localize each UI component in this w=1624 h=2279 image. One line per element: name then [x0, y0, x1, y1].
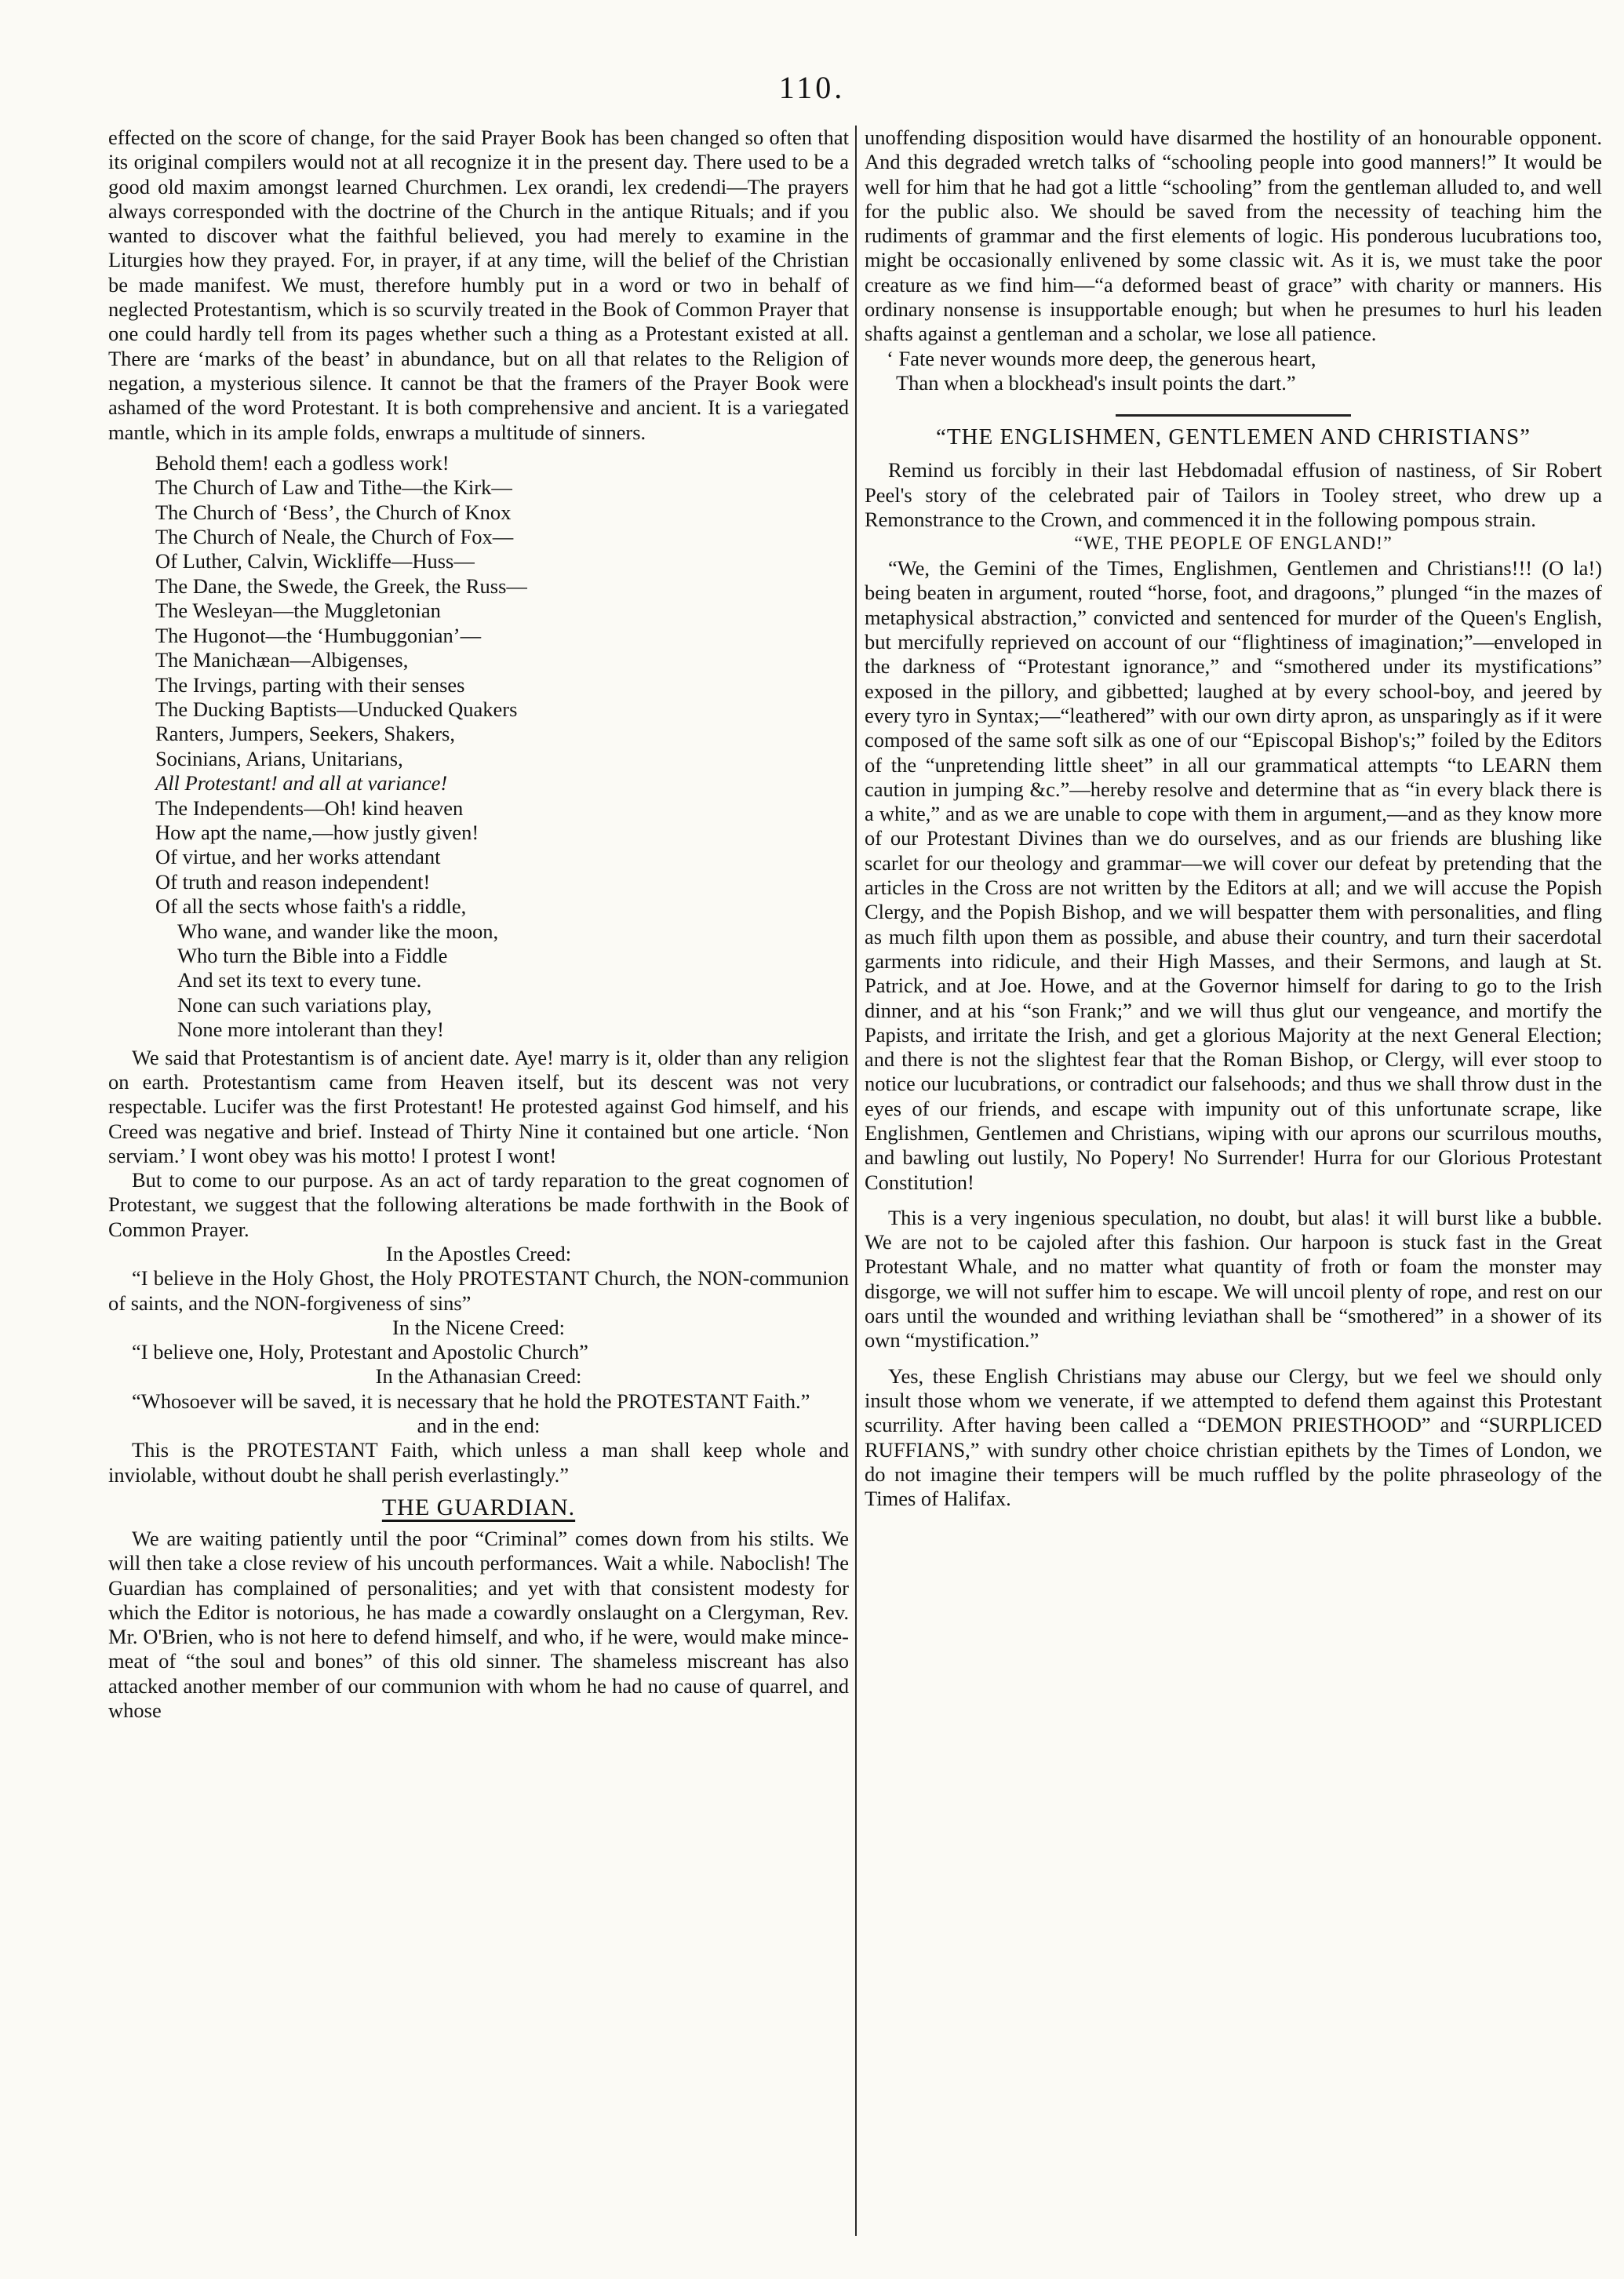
spacer: [865, 1353, 1602, 1364]
verse-line: The Hugonot—the ‘Humbuggonian’—: [155, 623, 482, 647]
quote-line: ‘ Fate never wounds more deep, the generous heart,: [887, 346, 1316, 370]
verse-line: None more intolerant than they!: [177, 1018, 444, 1042]
verse-line: Of virtue, and her works attendant: [155, 845, 441, 869]
continued-paragraph: unoffending disposition would have disarmed the hostility of an honourable opponent. And this degraded wretch talks of “schooling people into good manners!” It would be well for him that he had got a little “schooling” from the gentleman alluded to, and well for the public also. We should be saved from the necessity of teaching him the rudiments of grammar and the first elements of logic. His ponderous lucubrations too, might be occasionally enlivened by some classic wit. As it is, we must take the poor creature as we find him—“a deformed beast of grace” with charity or manners. His ordinary nonsense is insupportable enough; but when he presumes to hurl his leaden shafts against a gentleman and a scholar, we lose all patience.: [865, 126, 1602, 346]
right-column: [865, 126, 1602, 2244]
verse-poem: [155, 451, 849, 1043]
verse-line: Who wane, and wander like the moon,: [177, 919, 499, 943]
nicene-creed-text: “I believe one, Holy, Protestant and Apostolic Church”: [132, 1340, 588, 1364]
verse-line: Socinians, Arians, Unitarians,: [155, 746, 403, 770]
guardian-paragraph: We are waiting patiently until the poor “Criminal” comes down from his stilts. We will then take a close review of his uncouth performances. Wait a while. Naboclish! The Guardian has complained of personalities; and yet with that consistent modesty for which the Editor is notorious, he has made a cowardly onslaught on a Clergyman, Rev. Mr. O'Brien, who is not here to defend himself, and who, if he were, would make mince-meat of “the soul and bones” of this old sinner. The shameless miscreant has also attacked another member of our communion with whom he had no cause of quarrel, and whose: [108, 1526, 849, 1723]
verse-line: The Irvings, parting with their senses: [155, 672, 465, 697]
verse-line: Who turn the Bible into a Fiddle: [177, 943, 448, 967]
verse-line: And set its text to every tune.: [177, 968, 422, 992]
we-paragraph: “We, the Gemini of the Times, Englishmen, Gentlemen and Christians!!! (O la!) being beaten in argument, routed “horse, foot, and dragoons,” plunged “in the mazes of metaphysical abstraction,” convicted and sentenced for murder of the Queen's English, but mercifully reprieved on account of our “flightiness of imagination;”—enveloped in the darkness of “Protestant ignorance,” and “smothered under its mystifications” exposed in the pillory, and gibbetted; laughed at by every school-boy, and jeered by every tyro in Syntax;—“leathered” with our own dirty apron, as unsparingly as if it were composed of the same soft silk as one of our “Episcopal Bishop's;” foiled by the Editors of the “unpretending little sheet” in all our grammatical attempts “to LEARN them caution in jumping &c.”—hereby resolve and determine that as “in every black there is a white,” and as we are unable to cope with them in argument,—and as they know more of our Protestant Divines than we do ourselves, and as our friends are blushing like scarlet for our theology and grammar—we will cover our defeat by pretending that the articles in the Cross are not written by the Editors at all; and we will accuse the Popish Clergy, and the Popish Bishop, and we will bespatter them with personalities, and fling as much filth upon them as possible, and abuse their country, and turn their sacerdotal garments into ridicule, and their High Masses, and their Sermons, and laugh at St. Patrick, and at Joe. Howe, and at the Governor himself for daring to go to the Irish dinner, and at his “son Frank;” and we will thus glut our vengeance, and mortify the Papists, and irritate the Irish, and get a glorious Majority at the next General Election; and there is not the slightest fear that the Roman Bishop, or Clergy, will ever stoop to notice our lucubrations, or contradict our falsehoods; and thus we shall throw dust in the eyes of our friends, and escape with impunity out of this unfortunate scrape, like Englishmen, Gentlemen and Christians, wiping with our aprons our scurrilous mouths, and bawling out lustily, No Popery! No Surrender! Hurra for our Glorious Protestant Constitution!: [865, 556, 1602, 1194]
purpose-paragraph: But to come to our purpose. As an act of tardy reparation to the great cognomen of Protestant, we suggest that the following alterations be made forthwith in the Book of Common Prayer.: [108, 1168, 849, 1241]
verse-line: The Manichæan—Albigenses,: [155, 648, 409, 672]
verse-line: How apt the name,—how justly given!: [155, 820, 479, 844]
athanasian-creed-text: “Whosoever will be saved, it is necessary that he hold the PROTESTANT Faith.”: [132, 1389, 810, 1413]
apostles-creed-title: In the Apostles Creed:: [385, 1241, 572, 1265]
verse-line: The Wesleyan—the Muggletonian: [155, 599, 441, 623]
spacer: [865, 1195, 1602, 1206]
intro-paragraph: effected on the score of change, for the said Prayer Book has been changed so often that its original compilers would not at all recognize it in the present day. There used to be a good old maxim amongst learned Churchmen. Lex orandi, lex credendi—The prayers always corresponded with the doctrine of the Church in the antique Rituals; and if you wanted to discover what the faithful believed, you had merely to examine in the Liturgies how they prayed. For, in prayer, if at any time, will the belief of the Christian be made manifest. We must, therefore humbly put in a word or two in behalf of neglected Protestantism, which is so scurvily treated in the Book of Common Prayer that one could hardly tell from its pages whether such a thing as a Protestant existed at all. There are ‘marks of the beast’ in abundance, but on all that relates to the Religion of negation, a mysterious silence. It cannot be that the framers of the Prayer Book were ashamed of the word Protestant. It is both comprehensive and ancient. It is a variegated mantle, which in its ample folds, enwraps a multitude of sinners.: [108, 126, 849, 444]
englishmen-heading: “THE ENGLISHMEN, GENTLEMEN AND CHRISTIANS”: [935, 424, 1531, 450]
quote-line: Than when a blockhead's insult points the dart.”: [896, 370, 1296, 395]
column-rule: [855, 126, 857, 2236]
verse-line: All Protestant! and all at variance!: [155, 771, 448, 795]
page-number: 110.: [778, 70, 846, 105]
left-column: [108, 126, 849, 2244]
verse-line: Of all the sects whose faith's a riddle,: [155, 894, 467, 919]
athanasian-creed-title: In the Athanasian Creed:: [375, 1364, 582, 1389]
verse-line: None can such variations play,: [177, 992, 432, 1017]
end-title: and in the end:: [417, 1414, 541, 1438]
verse-line: Behold them! each a godless work!: [155, 450, 450, 475]
bubble-paragraph: This is a very ingenious speculation, no doubt, but alas! it will burst like a bubble. We are not to be cajoled after this fashion. Our harpoon is stuck fast in the Great Protestant Whale, and no matter what quantity of froth or foam the monster may disgorge, we will not suffer him to escape. We will uncoil plenty of rope, and rest on our oars until the wounded and writhing leviathan shall be “smothered” in a shower of its own “mystification.”: [865, 1205, 1602, 1352]
verse-line: The Ducking Baptists—Unducked Quakers: [155, 697, 518, 721]
yes-paragraph: Yes, these English Christians may abuse our Clergy, but we feel we should only insult those whom we venerate, if we attempted to defend them against this Protestant scurrility. After having been called a “DEMON PRIESTHOOD” and “SURPLICED RUFFIANS,” with sundry other choice christian epithets by the Times of London, we do not imagine their tempers will be much ruffled by the polite phraseology of the Times of Halifax.: [865, 1363, 1602, 1511]
verse-line: The Church of Neale, the Church of Fox—: [155, 525, 514, 549]
verse-line: The Church of ‘Bess’, the Church of Knox: [155, 500, 512, 524]
guardian-heading: THE GUARDIAN.: [381, 1494, 576, 1520]
ancient-paragraph: We said that Protestantism is of ancient date. Aye! marry is it, older than any religion on earth. Protestantism came from Heaven itself, but its descent was not very respectable. Lucifer was the first Protestant! He protested against God himself, and his Creed was negative and brief. Instead of Thirty Nine it contained but one article. ‘Non serviam.’ I wont obey was his motto! I protest I wont!: [108, 1045, 849, 1167]
verse-line: The Church of Law and Tithe—the Kirk—: [155, 475, 512, 500]
remind-paragraph: Remind us forcibly in their last Hebdomadal effusion of nastiness, of Sir Robert Peel's story of the celebrated pair of Tailors in Tooley street, who drew up a Remonstrance to the Crown, and commenced it in the following pompous strain.: [865, 458, 1602, 531]
nicene-creed-title: In the Nicene Creed:: [392, 1315, 565, 1339]
verse-line: Ranters, Jumpers, Seekers, Shakers,: [155, 722, 455, 746]
couplet-quote: [887, 347, 1602, 396]
end-text: This is the PROTESTANT Faith, which unless a man shall keep whole and inviolable, without doubt he shall perish everlastingly.”: [108, 1438, 849, 1487]
verse-line: The Dane, the Swede, the Greek, the Russ—: [155, 573, 527, 598]
people-heading: “WE, THE PEOPLE OF ENGLAND!”: [1074, 533, 1393, 555]
verse-line: Of Luther, Calvin, Wickliffe—Huss—: [155, 549, 475, 573]
verse-line: The Independents—Oh! kind heaven: [155, 795, 464, 820]
apostles-creed-text: “I believe in the Holy Ghost, the Holy PROTESTANT Church, the NON-communion of saints, and the NON-forgiveness of sins”: [108, 1266, 849, 1315]
section-divider: [1116, 414, 1351, 417]
verse-line: Of truth and reason independent!: [155, 869, 431, 894]
